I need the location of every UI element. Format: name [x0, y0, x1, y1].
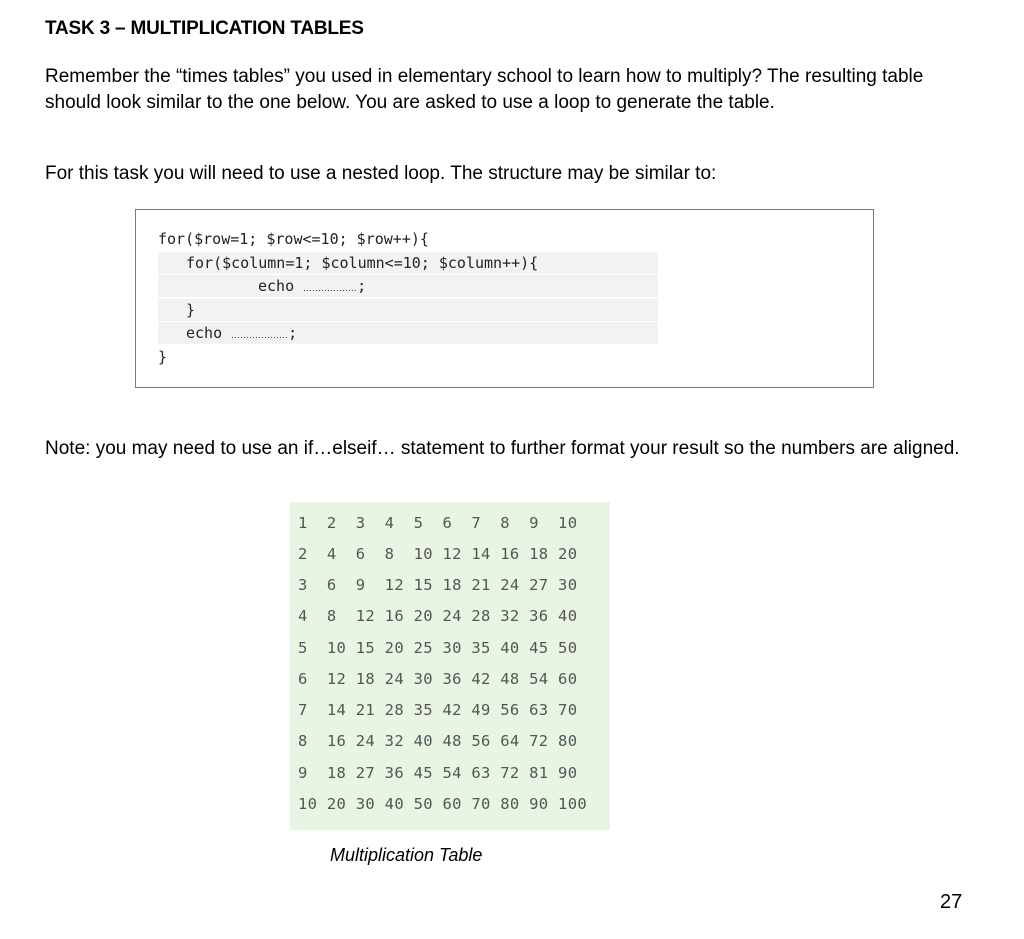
- code-block: [135, 209, 874, 388]
- code-line-inner-echo: [158, 275, 658, 297]
- table-row: 8 16 24 32 40 48 56 64 72 80: [298, 732, 578, 750]
- table-row: 5 10 15 20 25 30 35 40 45 50: [298, 639, 578, 657]
- nested-loop-paragraph: For this task you will need to use a nested loop. The structure may be similar to:: [45, 163, 717, 184]
- code-echo-keyword: echo: [258, 277, 304, 295]
- code-line-outer-for: for($row=1; $row<=10; $row++){: [158, 230, 429, 248]
- table-caption: Multiplication Table: [330, 845, 483, 865]
- code-echo-semicolon: ;: [288, 324, 298, 342]
- multiplication-table: [290, 502, 610, 830]
- code-line-outer-echo: [158, 322, 658, 344]
- code-echo-placeholder: ...................: [231, 330, 289, 340]
- table-row: 2 4 6 8 10 12 14 16 18 20: [298, 545, 578, 563]
- table-row: 10 20 30 40 50 60 70 80 90 100: [298, 795, 587, 813]
- table-row: 1 2 3 4 5 6 7 8 9 10: [298, 514, 578, 532]
- table-row: 9 18 27 36 45 54 63 72 81 90: [298, 764, 578, 782]
- code-echo-keyword: echo: [186, 324, 232, 342]
- code-echo-semicolon: ;: [357, 277, 367, 295]
- table-row: 3 6 9 12 15 18 21 24 27 30: [298, 576, 578, 594]
- page-number: 27: [940, 891, 963, 913]
- code-line-inner-for: for($column=1; $column<=10; $column++){: [158, 252, 658, 274]
- code-line-outer-close: }: [158, 348, 168, 366]
- intro-paragraph: Remember the “times tables” you used in elementary school to learn how to multiply? The resulting table should look similar to the one below. You are asked to use a loop to generate the table.: [45, 66, 924, 113]
- table-row: 7 14 21 28 35 42 49 56 63 70: [298, 701, 578, 719]
- table-row: 4 8 12 16 20 24 28 32 36 40: [298, 607, 578, 625]
- table-row: 6 12 18 24 30 36 42 48 54 60: [298, 670, 578, 688]
- code-echo-placeholder: ..................: [303, 283, 358, 293]
- code-line-inner-close: }: [158, 299, 658, 321]
- task-heading: TASK 3 – MULTIPLICATION TABLES: [45, 18, 364, 39]
- note-paragraph: Note: you may need to use an if…elseif… statement to further format your result so the numbers are aligned.: [45, 438, 960, 459]
